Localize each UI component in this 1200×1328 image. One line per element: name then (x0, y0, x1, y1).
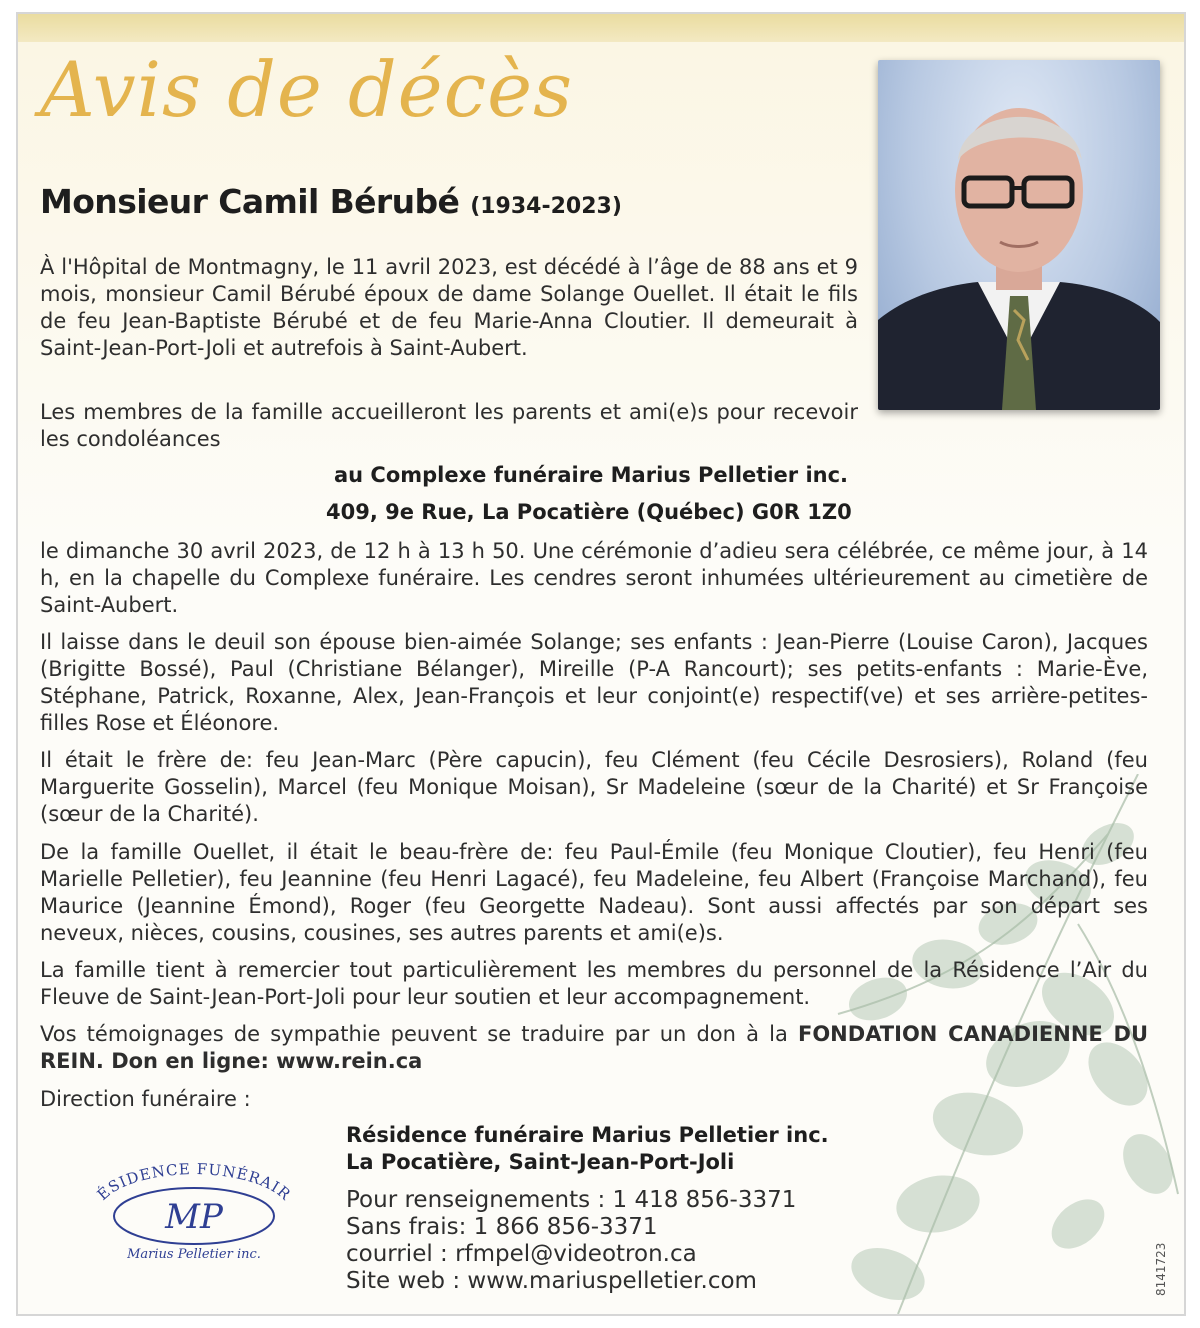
ceremony-paragraph: le dimanche 30 avril 2023, de 12 h à 13 h 50. Une cérémonie d’adieu sera célébrée, ce même jour, à 14 h, en la chapelle du Complexe funéraire. Les cendres seront inhumées ultérieurement au cimetière de Saint-Aubert. (40, 539, 1148, 617)
logo-emblem (78, 1144, 308, 1264)
notice-heading: Avis de décès (40, 45, 574, 134)
deceased-portrait (878, 60, 1160, 410)
website-address: Site web : www.mariuspelletier.com (346, 1268, 757, 1294)
reference-number: 8141723 (1154, 1242, 1168, 1296)
info-phone: Pour renseignements : 1 418 856-3371 (346, 1187, 797, 1213)
donation-paragraph (40, 1021, 1148, 1075)
direction-label: Direction funéraire : (40, 1087, 251, 1111)
venue-address: 409, 9e Rue, La Pocatière (Québec) G0R 1Z0 (326, 500, 852, 524)
obituary-notice (16, 12, 1186, 1316)
email-address: courriel : rfmpel@videotron.ca (346, 1241, 697, 1267)
funeral-home-locations: La Pocatière, Saint-Jean-Port-Joli (346, 1150, 735, 1174)
tollfree-phone: Sans frais: 1 866 856-3371 (346, 1214, 658, 1240)
thanks-paragraph: La famille tient à remercier tout particulièrement les membres du personnel de la Résidence l’Air du Fleuve de Saint-Jean-Port-Joli pour leur soutien et leur accompagnement. (40, 958, 1148, 1009)
top-banner (18, 14, 1184, 42)
funeral-home-name: Résidence funéraire Marius Pelletier inc. (346, 1123, 829, 1147)
portrait-illustration (878, 60, 1160, 410)
intro-paragraph: À l'Hôpital de Montmagny, le 11 avril 2023, est décédé à l’âge de 88 ans et 9 mois, monsieur Camil Bérubé époux de dame Solange Ouellet. Il était le fils de feu Jean-Baptiste Bérubé et de feu Marie-Anna Cloutier. Il demeurait à Saint-Jean-Port-Joli et autrefois à Saint-Aubert. (40, 255, 858, 360)
logo-arc-text: ÉSIDENCE FUNÉRAIR (93, 1160, 295, 1205)
deceased-name: Monsieur Camil Bérubé (40, 182, 460, 221)
deceased-name-line (40, 182, 622, 221)
donation-foundation: FONDATION CANADIENNE DU REIN. Don en ligne: www.rein.ca (40, 1022, 1149, 1073)
funeral-home-logo (78, 1144, 308, 1264)
logo-monogram: MP (165, 1197, 223, 1237)
deceased-years: (1934-2023) (470, 194, 622, 219)
family-paragraph: Il laisse dans le deuil son épouse bien-aimée Solange; ses enfants : Jean-Pierre (Louise Caron), Jacques (Brigitte Bossé), Paul (Christiane Bélanger), Mireille (P-A Rancourt); ses petits-enfants : Marie-Ève, Stéphane, Patrick, Roxanne, Alex, Jean-François et leur conjoint(e) respectif(ve) et ses arrière-petites-filles Rose et Éléonore. (40, 630, 1148, 735)
donation-text: Vos témoignages de sympathie peuvent se traduire par un don à la (40, 1022, 798, 1046)
inlaws-paragraph: De la famille Ouellet, il était le beau-frère de: feu Paul-Émile (feu Monique Cloutier), feu Henri (feu Marielle Pelletier), feu Jeannine (feu Henri Lagacé), feu Madeleine, feu Albert (Françoise Marchand), feu Maurice (Jeannine Émond), Roger (feu Georgette Nadeau). Sont aussi affectés par son départ ses neveux, nièces, cousins, cousines, ses autres parents et ami(e)s. (40, 840, 1148, 945)
venue-name: au Complexe funéraire Marius Pelletier inc. (334, 463, 849, 487)
logo-subtitle: Marius Pelletier inc. (127, 1247, 261, 1262)
siblings-paragraph: Il était le frère de: feu Jean-Marc (Père capucin), feu Clément (feu Cécile Desrosiers), Roland (feu Marguerite Gosselin), Marcel (feu Monique Moisan), Sr Madeleine (sœur de la Charité) et Sr Françoise (sœur de la Charité). (40, 748, 1148, 826)
visitation-paragraph: Les membres de la famille accueilleront les parents et ami(e)s pour recevoir les condoléances (40, 400, 858, 451)
svg-text:RÉSIDENCE FUNÉRAIRE (78, 1144, 295, 1204)
